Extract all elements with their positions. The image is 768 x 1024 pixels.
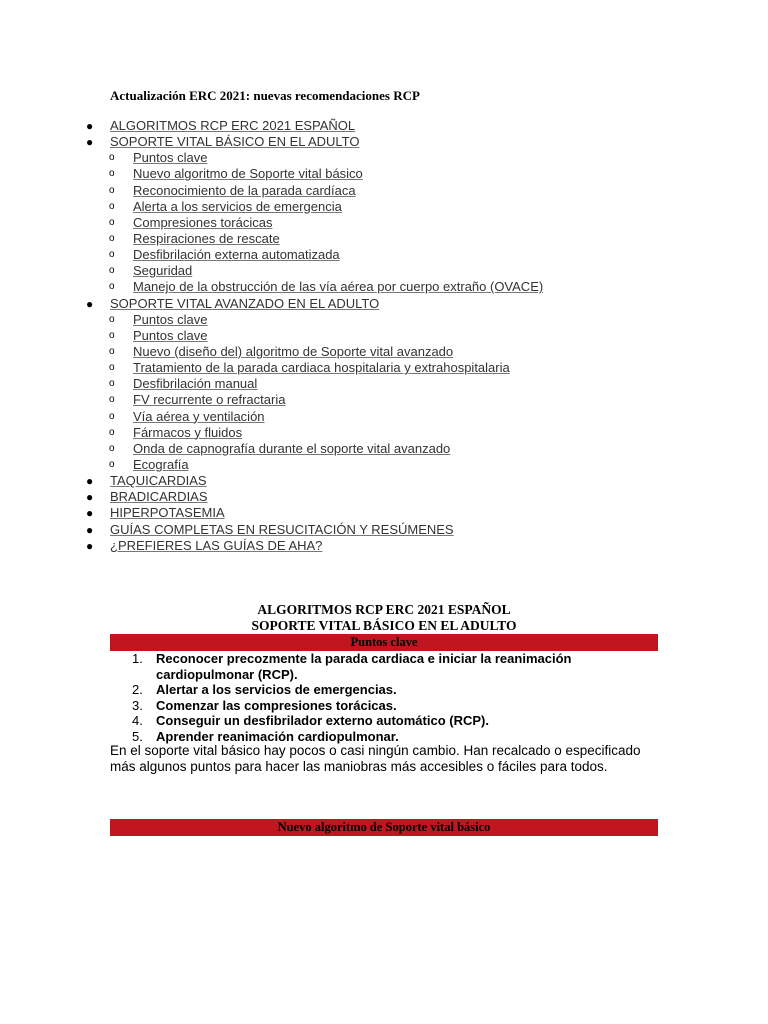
list-number: 4. — [132, 713, 143, 729]
toc-item — [0, 118, 700, 134]
circle-bullet-icon: o — [109, 378, 115, 390]
circle-bullet-icon: o — [109, 426, 115, 438]
circle-bullet-icon: o — [109, 216, 115, 228]
toc-item — [0, 522, 700, 538]
bullet-icon: ● — [86, 538, 94, 553]
toc-item — [0, 199, 700, 215]
toc-link[interactable]: SOPORTE VITAL BÁSICO EN EL ADULTO — [110, 134, 360, 150]
toc-item — [0, 392, 700, 408]
list-number: 1. — [132, 651, 143, 666]
list-number: 5. — [132, 728, 143, 744]
bullet-icon: ● — [86, 506, 94, 521]
list-item — [110, 698, 670, 714]
bullet-icon: ● — [86, 296, 94, 311]
toc-link[interactable]: Onda de capnografía durante el soporte vital avanzado — [133, 440, 451, 456]
circle-bullet-icon: o — [109, 362, 115, 374]
toc-item — [0, 247, 700, 263]
toc-item — [0, 215, 700, 231]
circle-bullet-icon: o — [109, 394, 115, 406]
toc-item — [0, 150, 700, 166]
toc-link[interactable]: Puntos clave — [133, 311, 208, 327]
toc-link[interactable]: Puntos clave — [133, 150, 208, 166]
toc-link[interactable]: Tratamiento de la parada cardiaca hospitalaria y extrahospitalaria — [133, 360, 510, 376]
section-bar-puntos-clave: Puntos clave — [110, 634, 658, 651]
list-number: 3. — [132, 697, 143, 713]
bullet-icon: ● — [86, 474, 94, 489]
toc-link[interactable]: GUÍAS COMPLETAS EN RESUCITACIÓN Y RESÚMENES — [110, 521, 454, 537]
toc-link[interactable]: Puntos clave — [133, 327, 208, 343]
toc-link[interactable]: SOPORTE VITAL AVANZADO EN EL ADULTO — [110, 295, 380, 311]
circle-bullet-icon: o — [109, 265, 115, 277]
list-number: 2. — [132, 682, 143, 698]
toc-link[interactable]: HIPERPOTASEMIA — [110, 505, 225, 521]
circle-bullet-icon: o — [109, 152, 115, 164]
toc-link[interactable]: Manejo de la obstrucción de las vía aérea por cuerpo extraño (OVACE) — [133, 279, 544, 295]
toc-link[interactable]: Reconocimiento de la parada cardíaca — [133, 182, 356, 198]
list-item — [110, 713, 670, 729]
list-text: Comenzar las compresiones torácicas. — [156, 697, 397, 713]
toc-item — [0, 425, 700, 441]
toc-item — [0, 457, 700, 473]
list-text: Conseguir un desfibrilador externo automático (RCP). — [156, 713, 489, 729]
toc-item — [0, 312, 700, 328]
document-title: Actualización ERC 2021: nuevas recomendaciones RCP — [110, 88, 420, 103]
toc-link[interactable]: Alerta a los servicios de emergencia — [133, 198, 342, 214]
circle-bullet-icon: o — [109, 345, 115, 357]
toc-link[interactable]: ¿PREFIERES LAS GUÍAS DE AHA? — [110, 537, 323, 553]
toc-link[interactable]: Desfibrilación manual — [133, 376, 258, 392]
list-text: Aprender reanimación cardiopulmonar. — [156, 728, 399, 744]
toc-item — [0, 344, 700, 360]
circle-bullet-icon: o — [109, 281, 115, 293]
bullet-icon: ● — [86, 522, 94, 537]
circle-bullet-icon: o — [109, 329, 115, 341]
bullet-icon: ● — [86, 490, 94, 505]
toc-link[interactable]: Desfibrilación externa automatizada — [133, 247, 340, 263]
circle-bullet-icon: o — [109, 249, 115, 261]
section-heading-algoritmos: ALGORITMOS RCP ERC 2021 ESPAÑOL — [257, 602, 511, 617]
section-heading-svb: SOPORTE VITAL BÁSICO EN EL ADULTO — [251, 618, 517, 633]
list-text: Reconocer precozmente la parada cardiaca e iniciar la reanimación cardiopulmonar (RCP). — [156, 651, 572, 682]
circle-bullet-icon: o — [109, 410, 115, 422]
toc-item — [0, 166, 700, 182]
toc-item — [0, 134, 700, 150]
toc-item — [0, 296, 700, 312]
table-of-contents — [0, 118, 700, 554]
toc-link[interactable]: Vía aérea y ventilación — [133, 408, 265, 424]
list-text: Alertar a los servicios de emergencias. — [156, 682, 397, 698]
circle-bullet-icon: o — [109, 458, 115, 470]
circle-bullet-icon: o — [109, 168, 115, 180]
toc-link[interactable]: Nuevo algoritmo de Soporte vital básico — [133, 166, 363, 182]
toc-link[interactable]: Seguridad — [133, 263, 193, 279]
toc-item — [0, 409, 700, 425]
toc-link[interactable]: Nuevo (diseño del) algoritmo de Soporte vital avanzado — [133, 343, 454, 359]
circle-bullet-icon: o — [109, 200, 115, 212]
list-item — [110, 651, 670, 682]
toc-link[interactable]: ALGORITMOS RCP ERC 2021 ESPAÑOL — [110, 118, 356, 133]
circle-bullet-icon: o — [109, 184, 115, 196]
toc-item — [0, 538, 700, 554]
toc-link[interactable]: FV recurrente o refractaria — [133, 392, 286, 408]
toc-item — [0, 263, 700, 279]
toc-link[interactable]: Ecografía — [133, 456, 189, 472]
toc-link[interactable]: BRADICARDIAS — [110, 489, 208, 505]
bullet-icon: ● — [86, 119, 94, 133]
circle-bullet-icon: o — [109, 232, 115, 244]
toc-item — [0, 279, 700, 295]
toc-link[interactable]: Fármacos y fluidos — [133, 424, 243, 440]
circle-bullet-icon: o — [109, 442, 115, 454]
toc-link[interactable]: TAQUICARDIAS — [110, 473, 207, 489]
toc-item — [0, 473, 700, 489]
toc-item — [0, 328, 700, 344]
toc-link[interactable]: Respiraciones de rescate — [133, 230, 280, 246]
toc-item — [0, 376, 700, 392]
toc-item — [0, 505, 700, 521]
svb-paragraph: En el soporte vital básico hay pocos o casi ningún cambio. Han recalcado o especificado más algunos puntos para hacer las maniobras más accesibles o fáciles para todos. — [110, 743, 641, 774]
bullet-icon: ● — [86, 135, 94, 150]
circle-bullet-icon: o — [109, 313, 115, 325]
list-item — [110, 682, 670, 698]
toc-item — [0, 441, 700, 457]
toc-item — [0, 489, 700, 505]
toc-item — [0, 183, 700, 199]
toc-link[interactable]: Compresiones torácicas — [133, 214, 273, 230]
toc-item — [0, 231, 700, 247]
toc-item — [0, 360, 700, 376]
section-bar-nuevo-algoritmo: Nuevo algoritmo de Soporte vital básico — [110, 819, 658, 836]
key-points-list — [110, 651, 670, 745]
